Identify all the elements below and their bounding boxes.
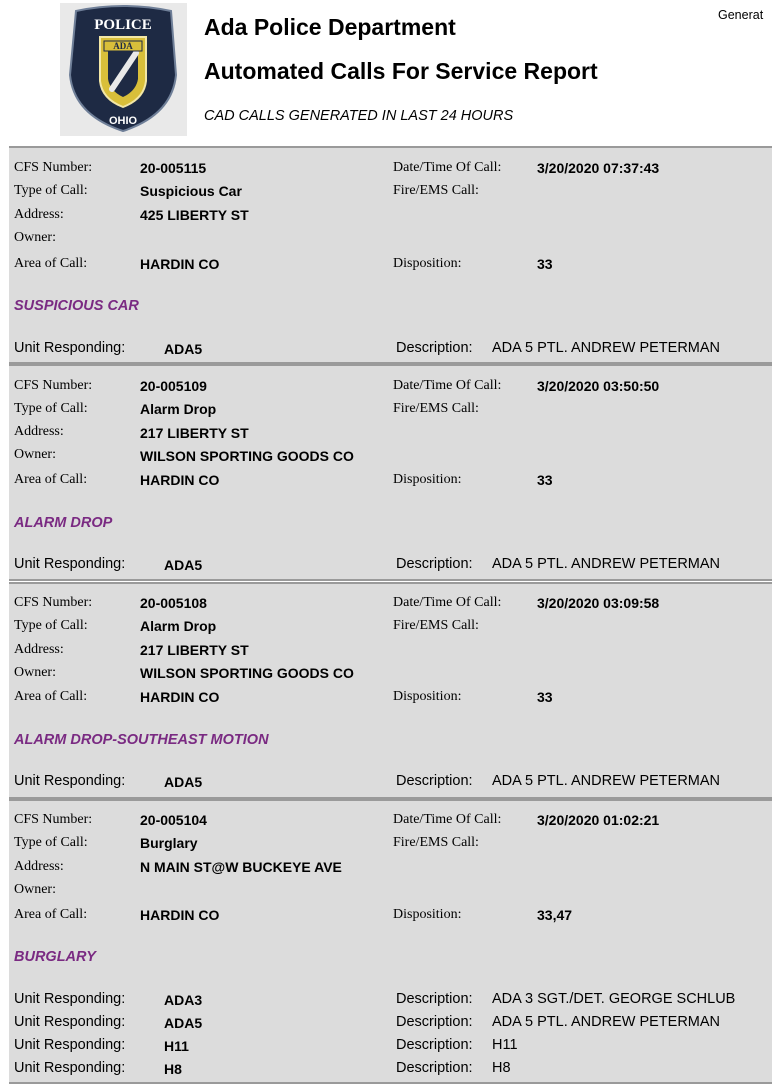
cfs-number-label: CFS Number:: [14, 595, 93, 610]
svg-text:POLICE: POLICE: [94, 17, 152, 33]
owner-label: Owner:: [14, 882, 56, 897]
cfs-number-value: 20-005104: [140, 812, 207, 828]
date-time-value: 3/20/2020 03:50:50: [537, 378, 660, 394]
type-of-call-value: Burglary: [140, 835, 198, 851]
unit-responding-label: Unit Responding:: [14, 556, 126, 572]
description-value: ADA 3 SGT./DET. GEORGE SCHLUB: [492, 991, 736, 1007]
date-time-label: Date/Time Of Call:: [393, 595, 502, 610]
date-time-value: 3/20/2020 03:09:58: [537, 595, 660, 611]
description-label: Description:: [396, 340, 473, 356]
address-label: Address:: [14, 859, 64, 874]
unit-value: ADA5: [164, 341, 203, 357]
department-name: Ada Police Department: [204, 14, 456, 40]
unit-value: H11: [164, 1038, 189, 1054]
cfs-number-value: 20-005108: [140, 595, 207, 611]
unit-value: ADA5: [164, 774, 203, 790]
unit-responding-label: Unit Responding:: [14, 1014, 126, 1030]
type-of-call-label: Type of Call:: [14, 618, 88, 633]
unit-row: [9, 988, 772, 1011]
area-of-call-label: Area of Call:: [14, 689, 88, 704]
narrative: ALARM DROP: [14, 515, 113, 531]
disposition-label: Disposition:: [393, 472, 462, 487]
type-of-call-value: Suspicious Car: [140, 183, 242, 199]
narrative: ALARM DROP-SOUTHEAST MOTION: [14, 732, 269, 748]
description-label: Description:: [396, 1037, 473, 1053]
unit-value: ADA5: [164, 1015, 203, 1031]
disposition-label: Disposition:: [393, 689, 462, 704]
cfs-number-value: 20-005115: [140, 160, 207, 176]
unit-value: ADA5: [164, 557, 203, 573]
unit-responding-label: Unit Responding:: [14, 1060, 126, 1076]
area-of-call-value: HARDIN CO: [140, 689, 220, 705]
area-of-call-value: HARDIN CO: [140, 256, 220, 272]
disposition-value: 33: [537, 689, 553, 705]
type-of-call-value: Alarm Drop: [140, 618, 217, 634]
cfs-number-label: CFS Number:: [14, 812, 93, 827]
call-record: [9, 799, 772, 1084]
date-time-value: 3/20/2020 01:02:21: [537, 812, 660, 828]
description-value: H11: [492, 1037, 518, 1053]
date-time-label: Date/Time Of Call:: [393, 378, 502, 393]
narrative: BURGLARY: [14, 949, 96, 965]
description-label: Description:: [396, 1060, 473, 1076]
address-label: Address:: [14, 642, 64, 657]
description-label: Description:: [396, 991, 473, 1007]
address-label: Address:: [14, 424, 64, 439]
unit-responding-label: Unit Responding:: [14, 340, 126, 356]
call-record: [9, 364, 772, 581]
cfs-number-label: CFS Number:: [14, 378, 93, 393]
svg-text:ADA: ADA: [113, 41, 133, 51]
unit-responding-label: Unit Responding:: [14, 991, 126, 1007]
disposition-value: 33: [537, 472, 553, 488]
call-record: [9, 146, 772, 364]
area-of-call-value: HARDIN CO: [140, 472, 220, 488]
cfs-number-value: 20-005109: [140, 378, 207, 394]
unit-row: [9, 553, 772, 576]
disposition-label: Disposition:: [393, 256, 462, 271]
area-of-call-label: Area of Call:: [14, 256, 88, 271]
report-title: Automated Calls For Service Report: [204, 58, 598, 84]
unit-responding-label: Unit Responding:: [14, 1037, 126, 1053]
description-value: H8: [492, 1060, 511, 1076]
unit-row: [9, 1011, 772, 1034]
date-time-value: 3/20/2020 07:37:43: [537, 160, 660, 176]
unit-row: [9, 1057, 772, 1080]
description-value: ADA 5 PTL. ANDREW PETERMAN: [492, 1014, 721, 1030]
unit-row: [9, 337, 772, 360]
owner-label: Owner:: [14, 665, 56, 680]
svg-text:OHIO: OHIO: [108, 115, 138, 127]
type-of-call-label: Type of Call:: [14, 183, 88, 198]
cfs-number-label: CFS Number:: [14, 160, 93, 175]
date-time-label: Date/Time Of Call:: [393, 160, 502, 175]
generated-label: Generat: [718, 8, 764, 22]
area-of-call-value: HARDIN CO: [140, 907, 220, 923]
fire-ems-label: Fire/EMS Call:: [393, 618, 479, 633]
police-badge-logo: [60, 3, 187, 136]
fire-ems-label: Fire/EMS Call:: [393, 183, 479, 198]
call-record: [9, 582, 772, 799]
owner-value: WILSON SPORTING GOODS CO: [140, 448, 354, 464]
address-value: 425 LIBERTY ST: [140, 207, 249, 223]
owner-label: Owner:: [14, 230, 56, 245]
address-label: Address:: [14, 207, 64, 222]
report-subtitle: CAD CALLS GENERATED IN LAST 24 HOURS: [204, 108, 514, 124]
address-value: N MAIN ST@W BUCKEYE AVE: [140, 859, 342, 875]
address-value: 217 LIBERTY ST: [140, 642, 249, 658]
description-label: Description:: [396, 773, 473, 789]
description-label: Description:: [396, 1014, 473, 1030]
unit-value: H8: [164, 1061, 182, 1077]
address-value: 217 LIBERTY ST: [140, 425, 249, 441]
description-label: Description:: [396, 556, 473, 572]
fire-ems-label: Fire/EMS Call:: [393, 401, 479, 416]
disposition-value: 33: [537, 256, 553, 272]
area-of-call-label: Area of Call:: [14, 907, 88, 922]
disposition-label: Disposition:: [393, 907, 462, 922]
fire-ems-label: Fire/EMS Call:: [393, 835, 479, 850]
type-of-call-label: Type of Call:: [14, 401, 88, 416]
unit-responding-label: Unit Responding:: [14, 773, 126, 789]
unit-row: [9, 770, 772, 793]
narrative: SUSPICIOUS CAR: [14, 298, 139, 314]
date-time-label: Date/Time Of Call:: [393, 812, 502, 827]
type-of-call-value: Alarm Drop: [140, 401, 217, 417]
unit-row: [9, 1034, 772, 1057]
description-value: ADA 5 PTL. ANDREW PETERMAN: [492, 556, 721, 572]
description-value: ADA 5 PTL. ANDREW PETERMAN: [492, 340, 721, 356]
unit-value: ADA3: [164, 992, 203, 1008]
owner-value: WILSON SPORTING GOODS CO: [140, 665, 354, 681]
area-of-call-label: Area of Call:: [14, 472, 88, 487]
type-of-call-label: Type of Call:: [14, 835, 88, 850]
owner-label: Owner:: [14, 447, 56, 462]
description-value: ADA 5 PTL. ANDREW PETERMAN: [492, 773, 721, 789]
disposition-value: 33,47: [537, 907, 573, 923]
